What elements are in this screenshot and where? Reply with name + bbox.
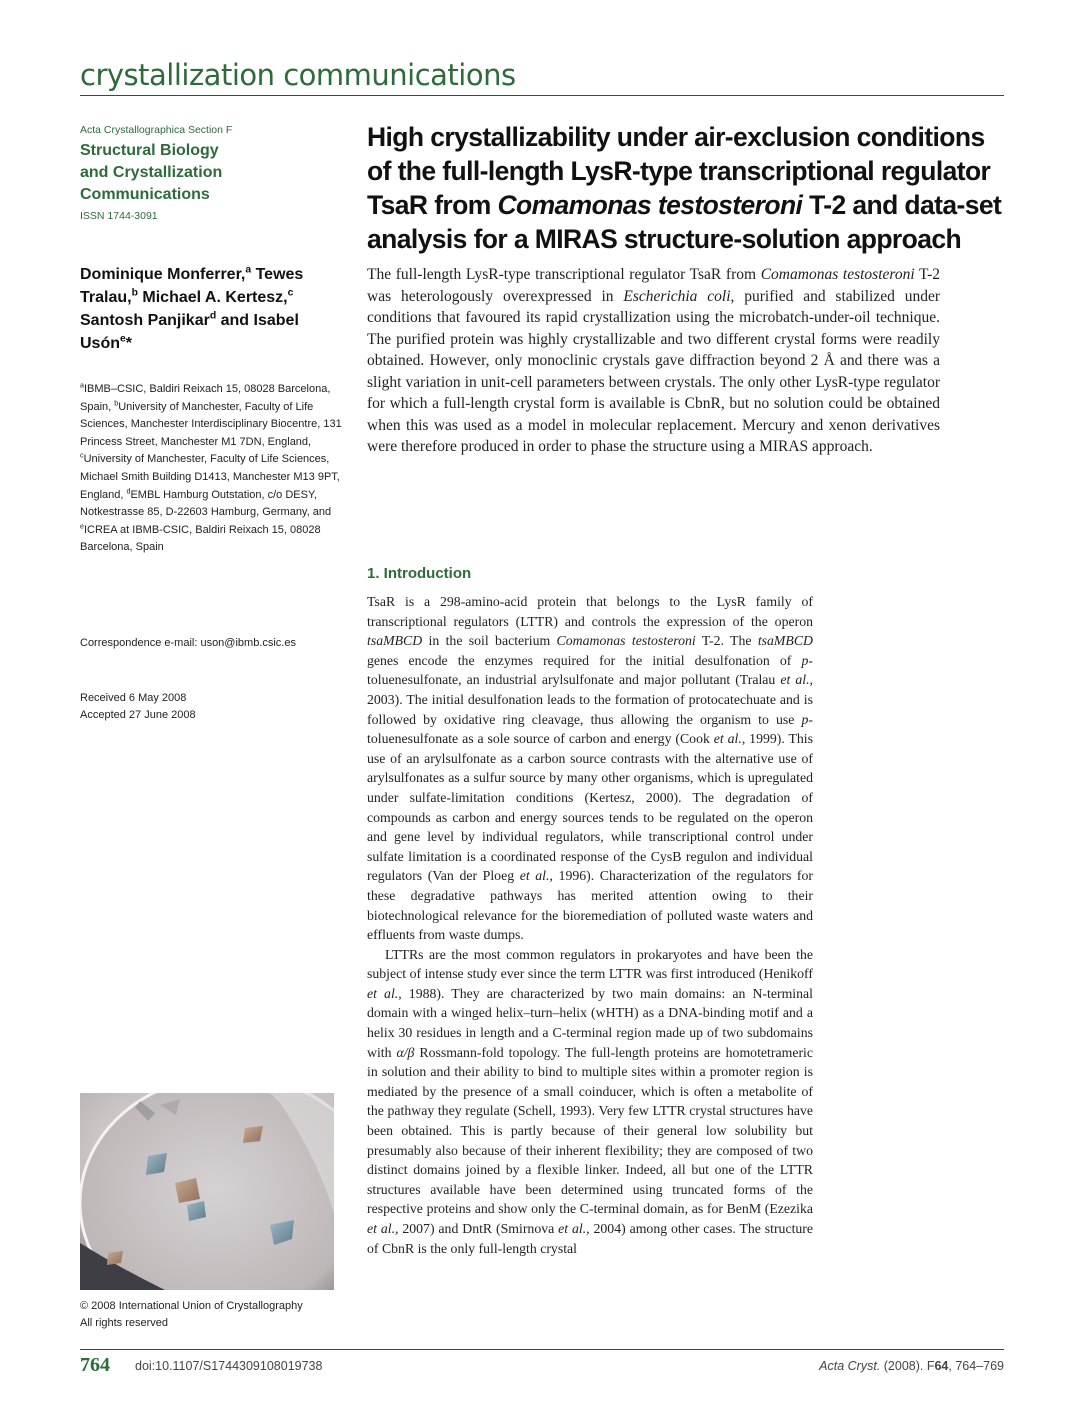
journal-name-line: and Crystallization [80, 164, 223, 181]
title-line: of the full-length LysR-type transcriptional regulator [367, 156, 991, 186]
author: Tewes Tralau, [80, 266, 304, 306]
header-divider [80, 95, 1004, 96]
journal-name-line: Structural Biology [80, 142, 219, 159]
page-number: 764 [80, 1354, 110, 1376]
accepted-date: Accepted 27 June 2008 [80, 709, 196, 721]
correspondence-email: Correspondence e-mail: uson@ibmb.csic.es [80, 637, 296, 649]
doi: doi:10.1107/S1744309108019738 [135, 1359, 323, 1373]
rights-line: All rights reserved [80, 1317, 169, 1329]
paragraph: LTTRs are the most common regulators in prokaryotes and have been the subject of intense study ever since the term LTTR was first introduced (Henikoff et al., 1988). They are characterized by two main domains: an N-terminal domain with a winged helix–turn–helix (wHTH) as a DNA-binding motif and a helix 30 residues in length and a C-terminal region made up of two subdomains with α/β Rossmann-fold topology. The full-length proteins are homotetrameric in solution and their ability to bind to multiple sites within a promoter region is mediated by the presence of a small coinducer, which is often a metabolite of the pathway they regulate (Schell, 1993). Very few LTTR crystal structures have been obtained. This is partly because of their general low solubility but presumably also because of their inherent flexibility; they are composed of two distinct domains joined by a flexible linker. Indeed, all but one of the LTTR structures available have been determined using truncated forms of the respective proteins and show only the C-terminal domain, as for BenM (Ezezika et al., 2007) and DntR (Smirnova et al., 2004) among other cases. The structure of CbnR is the only full-length crystal [367, 946, 814, 1256]
citation: Acta Cryst. (2008). F64, 764–769 [819, 1359, 1004, 1373]
copyright-line: © 2008 International Union of Crystallography [80, 1300, 303, 1312]
issn: ISSN 1744-3091 [80, 210, 158, 222]
journal-section-header: crystallization communications [80, 58, 516, 92]
author-list: Dominique Monferrer,$^a$ Tewes Tralau,$^b$ Michael A. Kertesz,$^c$ Santosh Panjikar$^d$ and Isabel Usón$^e$* [80, 264, 304, 352]
author: Dominique Monferrer, [80, 266, 246, 283]
title-species: Comamonas testosteroni [497, 190, 803, 220]
abstract: The full-length LysR-type transcriptional regulator TsaR from Comamonas testosteroni T-2 was heterologously overexpressed in Escherichia coli, purified and stabilized under conditions that favoured its rapid crystallization using the microbatch-under-oil technique. The purified protein was highly crystallizable and two different crystal forms were readily obtained. However, only monoclinic crystals gave diffraction beyond 2 Å and there was a slight variation in unit-cell parameters between crystals. The only other LysR-type regulator for which a full-length crystal form is available is CbnR, but no solution could be obtained when this was used as a model in molecular replacement. Mercury and xenon derivatives were therefore produced in order to phase the structure using a MIRAS approach. [367, 266, 940, 455]
copyright-notice [80, 1298, 303, 1332]
article-title [367, 120, 1007, 256]
affiliations: $^a$IBMB–CSIC, Baldiri Reixach 15, 08028 Barcelona, Spain, $^b$University of Manchester, Faculty of Life Sciences, Manchester Interdisciplinary Biocentre, 131 Princess Street, Manchester M1 7DN, England, $^c$University of Manchester, Faculty of Life Sciences, Michael Smith Building D1413, Manchester M13 9PT, England, $^d$EMBL Hamburg Outstation, c/o DESY, Notkestrasse 85, D-22603 Hamburg, Germany, and $^e$ICREA at IBMB-CSIC, Baldiri Reixach 15, 08028 Barcelona, Spain [80, 381, 342, 554]
journal-name-line: Communications [80, 186, 210, 203]
title-line: TsaR from Comamonas testosteroni T-2 and data-set [367, 190, 1002, 220]
author: Usón [80, 335, 120, 352]
section-heading-introduction: 1. Introduction [367, 565, 472, 582]
footer-divider [80, 1349, 1004, 1350]
author: Michael A. Kertesz, [142, 289, 288, 306]
paragraph: TsaR is a 298-amino-acid protein that belongs to the LysR family of transcriptional regulators (LTTR) and controls the expression of the operon tsaMBCD in the soil bacterium Comamonas testosteroni T-2. The tsaMBCD genes encode the enzymes required for the initial desulfonation of p-toluenesulfonate, an industrial arylsulfonate and major pollutant (Tralau et al., 2003). The initial desulfonation leads to the formation of protocatechuate and is followed by oxidative ring cleavage, thus allowing the organism to use p-toluenesulfonate as a sole source of carbon and energy (Cook et al., 1999). This use of an arylsulfonate as a carbon source contrasts with the alternative use of arylsulfonates as a sulfur source by many other organisms, which is upregulated under sulfate-limitation conditions (Kertesz, 2000). The degradation of compounds as carbon and energy sources tends to be regulated on the operon and gene level by individual regulators, while transcriptional control under sulfate limitation is a coordinated response of the CysB regulon and individual regulators (Van der Ploeg et al., 1996). Characterization of the regulators for these degradative pathways has merited attention owing to their biotechnological relevance for the bioremediation of polluted waste waters and effluents from waste dumps. [367, 594, 814, 943]
crystal-photograph [80, 1093, 334, 1290]
title-line: analysis for a MIRAS structure-solution approach [367, 224, 962, 254]
journal-name [80, 140, 310, 206]
title-line: High crystallizability under air-exclusion conditions [367, 122, 985, 152]
received-date: Received 6 May 2008 [80, 692, 187, 704]
article-dates [80, 690, 196, 724]
crystal-photograph-svg [80, 1093, 334, 1290]
introduction-body [367, 592, 813, 1258]
author: Santosh Panjikar [80, 312, 210, 329]
journal-section-label: Acta Crystallographica Section F [80, 124, 233, 136]
